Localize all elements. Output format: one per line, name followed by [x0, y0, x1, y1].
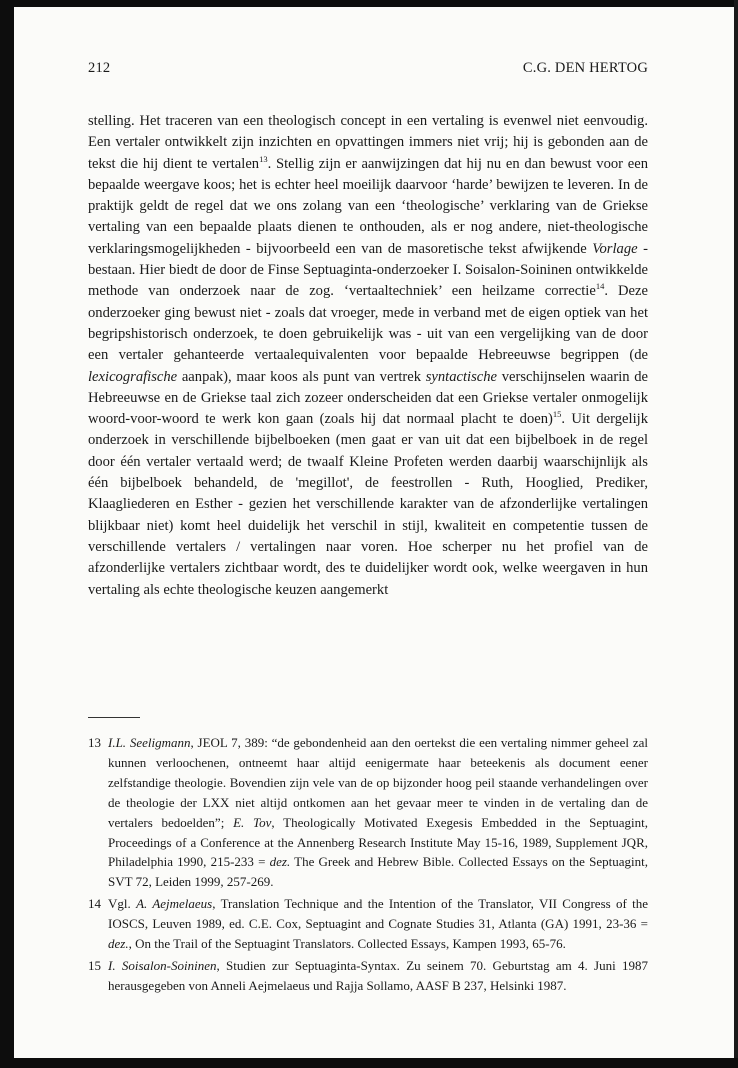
body-text — [88, 111, 648, 601]
footnote-segment: , Theologically Motivated Exegesis Embedded in the Septuagint, Proceedings of a Conference at the Annenberg Research Institute May 15-16, 1989, Supplement JQR, Philadelphia 1990, 215-233 = — [108, 814, 648, 870]
scan-border-right — [734, 0, 738, 1068]
footnote-text — [108, 894, 648, 954]
footnote-abbrev: dez. — [269, 854, 291, 870]
footnote-segment: , Studien zur Septuaginta-Syntax. Zu seinem 70. Geburtstag am 4. Juni 1987 herausgegeben von Anneli Aejmelaeus und Rajja Sollamo, AASF B 237, Helsinki 1987. — [108, 957, 649, 993]
footnote-text — [108, 956, 648, 996]
footnote-segment: , Translation Technique and the Intention of the Translator, VII Congress of the IOSCS, Leuven 1989, ed. C.E. Cox, Septuagint and Cognate Studies 31, Atlanta (GA) 1991, 23-36 = — [108, 896, 649, 932]
footnote-number: 13 — [88, 735, 101, 750]
footnotes — [88, 733, 648, 998]
italic-term: lexicografische — [88, 368, 178, 385]
footnote-separator — [88, 717, 140, 718]
footnote-segment: , JEOL 7, 389: “de gebondenheid aan den oertekst die een vertaling nimmer geheel zal kunnen verloochenen, ontneemt haar altijd eenigermate haar beteekenis als document eener zelfstandige theologie. Bovendien zijn vele van de op bijzonder hoog peil staande verhandelingen over de theologie der LXX niet altijd ontkomen aan het gevaar meer te vinden in de vertaling dan de vertalers bedoelden”; — [108, 735, 648, 830]
body-segment: . Uit dergelijk onderzoek in verschillende bijbelboeken (men gaat er van uit dat een bijbelboek in de regel door één vertaler vertaald werd; de twaalf Kleine Profeten werden daarbij waarschijnlijk als één bijbelboek behandeld, de 'megillot', de feestrollen - Ruth, Hooglied, Prediker, Klaagliederen en Esther - gezien het verschillende karakter van de afzonderlijke vertalingen blijkbaar niet) komt heel duidelijk het verschil in stijl, kwaliteit en competentie tussen de verschillende vertalers / vertalingen naar voren. Hoe scherper nu het profiel van de afzonderlijke vertalers zichtbaar wordt, des te duidelijker wordt ook, welke weergaven in hun vertaling als echte theologische keuzen aangemerkt — [88, 411, 648, 598]
italic-term: syntactische — [425, 368, 498, 385]
body-segment: stelling. Het traceren van een theologisch concept in een vertaling is evenwel niet eenvoudig. Een vertaler ontwikkelt zijn inzichten en opvattingen immers niet vrij; hij is gebonden aan de tekst die hij dient te vertalen — [88, 113, 648, 172]
body-segment: aanpak), maar koos als punt van vertrek — [177, 368, 426, 385]
body-paragraph — [88, 111, 648, 601]
body-segment: - bestaan. Hier biedt de door de Finse Septuaginta-onderzoeker I. Soisalon-Soininen ontwikkelde methode van onderzoek naar de zog. ‘vertaaltechniek’ een heilzame correctie — [88, 240, 648, 300]
body-segment: . Deze onderzoeker ging bewust niet - zoals dat vroeger, mede in verband met de eigen optiek van het begripshistorisch onderzoek, te doen gebruikelijk was - uit van een vergelijking van de door een vertaler gehanteerde vertaalequivalenten voor bepaalde Hebreeuwse begrippen (de — [88, 283, 648, 364]
footnote-author: I.L. Seeligmann — [108, 735, 191, 750]
italic-term: Vorlage — [592, 240, 638, 257]
running-head-author: C.G. DEN HERTOG — [522, 60, 648, 76]
footnote-segment: Vgl. — [108, 896, 137, 912]
footnote-ref-14[interactable]: 14 — [595, 281, 605, 292]
footnote-15 — [88, 956, 648, 996]
page-number: 212 — [88, 60, 111, 76]
footnote-ref-15[interactable]: 15 — [552, 409, 562, 420]
scan-border-bottom — [0, 1058, 738, 1068]
scan-border-left — [0, 0, 14, 1068]
footnote-abbrev: dez. — [108, 936, 129, 952]
body-segment: verschijnselen waarin de Hebreeuwse en de Griekse taal zich zozeer onderscheiden dat een Griekse vertaler onmogelijk woord-voor-woord te werk kon gaan (zoals hij dat normaal placht te doen) — [88, 368, 649, 428]
scan-border-top — [0, 0, 738, 7]
footnote-14 — [88, 894, 648, 954]
footnote-13 — [88, 733, 648, 892]
footnote-number: 15 — [88, 957, 101, 973]
footnote-author: I. Soisalon-Soininen — [108, 957, 217, 973]
footnote-segment: The Greek and Hebrew Bible. Collected Essays on the Septuagint, SVT 72, Leiden 1999, 257-269. — [108, 854, 648, 890]
footnote-number: 14 — [88, 896, 101, 912]
footnote-author: A. Aejmelaeus — [136, 896, 213, 912]
footnote-segment: , On the Trail of the Septuagint Translators. Collected Essays, Kampen 1993, 65-76. — [128, 936, 566, 952]
footnote-ref-13[interactable]: 13 — [259, 153, 268, 164]
footnote-text — [108, 733, 648, 892]
footnote-author: E. Tov — [233, 814, 272, 830]
running-head — [88, 60, 648, 77]
body-segment: . Stellig zijn er aanwijzingen dat hij nu en dan bewust voor een bepaalde weergave koos; het is echter heel moeilijk daarvoor ‘harde’ bewijzen te leveren. In de praktijk geldt de regel dat we ons zolang van een ‘theologische’ verklaring van de Griekse vertaling van een bepaalde plaats dienen te onthouden, als er nog andere, niet-theologische verklaringsmogelijkheden - bijvoorbeeld een van de masoretische tekst afwijkende — [88, 155, 648, 257]
